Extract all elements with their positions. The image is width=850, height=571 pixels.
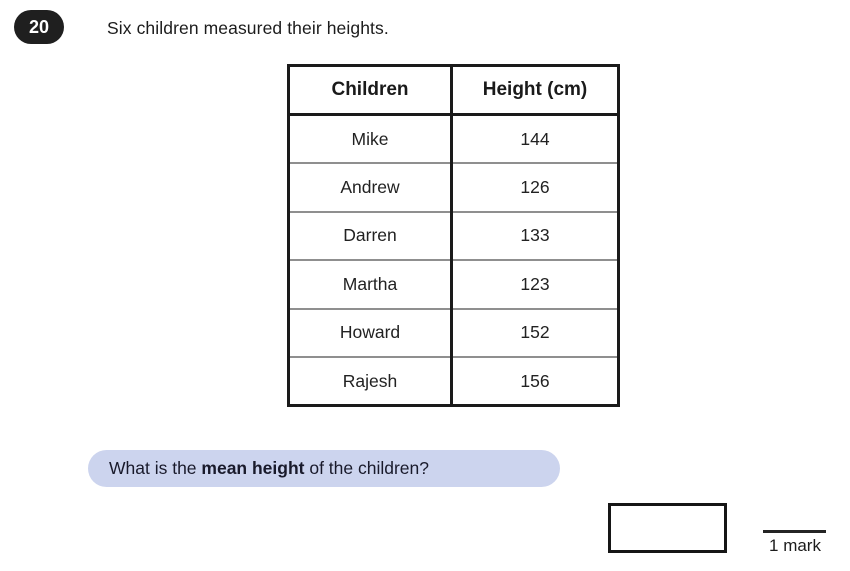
cell-child-height: 144: [452, 115, 619, 164]
heights-table: [287, 64, 620, 407]
table-row: [289, 115, 619, 164]
table-row: [289, 357, 619, 406]
cell-child-name: Rajesh: [289, 357, 452, 406]
cell-child-name: Howard: [289, 309, 452, 358]
sub-question-prefix: What is the: [109, 458, 202, 478]
question-number-badge: [14, 10, 64, 44]
sub-question-highlight: [88, 450, 560, 487]
question-prompt: Six children measured their heights.: [107, 18, 389, 38]
mark-divider-line: [763, 530, 826, 533]
table-row: [289, 163, 619, 212]
cell-child-name: Darren: [289, 212, 452, 261]
sub-question-bold-term: mean height: [201, 458, 305, 478]
cell-child-height: 126: [452, 163, 619, 212]
column-header-height: Height (cm): [452, 66, 619, 115]
heights-table-container: [287, 64, 620, 407]
cell-child-name: Andrew: [289, 163, 452, 212]
table-row: [289, 212, 619, 261]
cell-child-name: Martha: [289, 260, 452, 309]
cell-child-height: 133: [452, 212, 619, 261]
mark-label: 1 mark: [769, 536, 821, 555]
sub-question-suffix: of the children?: [304, 458, 430, 478]
table-row: [289, 260, 619, 309]
question-number: 20: [28, 16, 50, 37]
table-header-row: [289, 66, 619, 115]
cell-child-height: 123: [452, 260, 619, 309]
column-header-children: Children: [289, 66, 452, 115]
cell-child-name: Mike: [289, 115, 452, 164]
cell-child-height: 156: [520, 370, 550, 391]
table-row: [289, 309, 619, 358]
cell-child-height: 152: [452, 309, 619, 358]
answer-box[interactable]: [608, 503, 727, 553]
